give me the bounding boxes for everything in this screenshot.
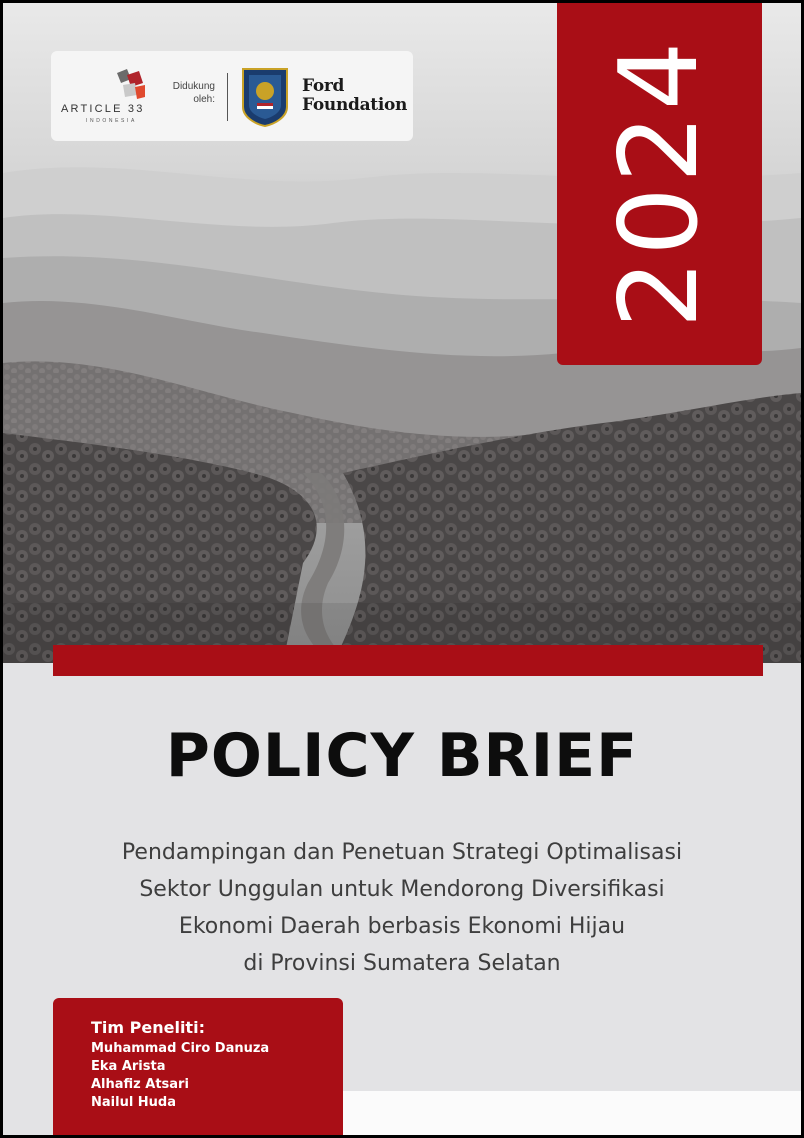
supported-by-label: Didukung oleh: [172,81,215,105]
subtitle-line: Pendampingan dan Penetuan Strategi Optimalisasi [121,840,683,865]
research-team-box [53,998,343,1135]
team-label: Tim Peneliti: [91,1018,205,1037]
subtitle-line: Ekonomi Daerah berbasis Ekonomi Hijau [178,914,626,939]
article33-wordmark: ARTICLE 33 [61,103,145,115]
team-members [91,1040,269,1112]
team-member: Eka Arista [91,1059,166,1074]
year-text: 2024 [597,37,722,329]
team-member: Muhammad Ciro Danuza [91,1041,270,1056]
cover-page [3,3,801,1135]
ford-foundation-logo: Ford Foundation [302,76,408,115]
logo-divider [227,73,228,121]
subtitle-line: di Provinsi Sumatera Selatan [243,951,561,976]
team-member: Alhafiz Atsari [91,1077,189,1092]
team-member: Nailul Huda [91,1095,177,1110]
page-title: POLICY BRIEF [165,721,639,791]
article33-subtitle: INDONESIA [86,118,137,124]
subtitle-line: Sektor Unggulan untuk Mendorong Diversifikasi [139,877,665,902]
bottom-strip [343,1091,801,1135]
accent-bar [53,645,763,676]
subtitle [43,834,761,982]
year-banner [557,3,762,365]
government-emblem-icon [241,67,289,127]
logo-card [51,51,413,141]
article33-logo-icon [111,69,147,101]
